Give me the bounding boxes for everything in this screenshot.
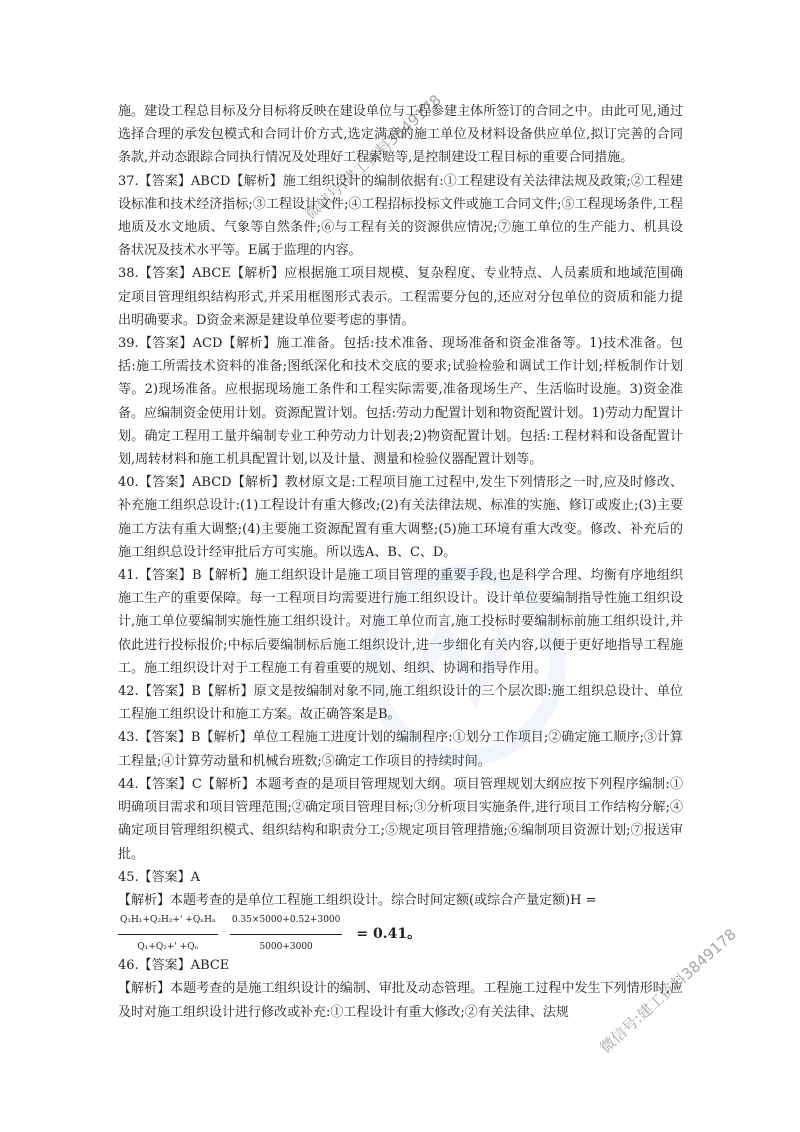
formula-result: = 0.41。 [356, 925, 422, 942]
answer-41: 41.【答案】B【解析】施工组织设计是施工项目管理的重要手段,也是科学合理、均衡有序地组织施工生产的重要保障。每一工程项目均需要进行施工组织设计。设计单位要编制指导性施工组织设计,施工单位要编制实施性施工组织设计。对施工单位而言,施工投标时要编制标前施工组织设计,并依此进行投标报价;中标后要编制标后施工组织设计,进一步细化有关内容,以便于更好地指导工程施工。施工组织设计对于工程施工有着重要的规划、组织、协调和指导作用。 [118, 568, 683, 676]
answer-43: 43.【答案】B【解析】单位工程施工进度计划的编制程序:①划分工作项目;②确定施工顺序;③计算工程量;④计算劳动量和机械台班数;⑤确定工作项目的持续时间。 [118, 730, 683, 769]
formula [118, 914, 683, 954]
answer-40: 40.【答案】ABCD【解析】教材原文是:工程项目施工过程中,发生下列情形之一时,应及时修改、补充施工组织总设计:(1)工程设计有重大修改;(2)有关法律法规、标准的实施、修订或废止;(3)主要施工方法有重大调整;(4)主要施工资源配置有重大调整;(5)施工环境有重大改变。修改、补充后的施工组织总设计经审批后方可实施。所以选A、B、C、D。 [118, 475, 683, 560]
fraction-values-numerator: 0.35×5000+0.52+3000 [230, 909, 343, 934]
background-logo-watermark [360, 560, 570, 770]
answer-45-analysis: 【解析】本题考查的是单位工程施工组织设计。综合时间定额(或综合产量定额)H = [118, 892, 597, 908]
answer-46-analysis: 【解析】本题考查的是施工组织设计的编制、审批及动态管理。工程施工过程中发生下列情形时,应及时对施工组织设计进行修改或补充:①工程设计有重大修改;②有关法律、法规 [118, 981, 683, 1020]
answer-42: 42.【答案】B【解析】原文是按编制对象不同,施工组织设计的三个层次即:施工组织总设计、单位工程施工组织设计和施工方案。故正确答案是B。 [118, 684, 683, 723]
answer-37: 37.【答案】ABCD【解析】施工组织设计的编制依据有:①工程建设有关法律法规及政策;②工程建设标准和技术经济指标;③工程设计文件;④工程招标投标文件或施工合同文件;⑤工程现场条件,工程地质及水文地质、气象等自然条件;⑥与工程有关的资源供应情况;⑦施工单位的生产能力、机具设备状况及技术水平等。E属于监理的内容。 [118, 173, 683, 259]
fraction-general-numerator: Q₁H₁+Q₂H₂+' +QₙHₙ [118, 909, 218, 934]
answer-38: 38.【答案】ABCE【解析】应根据施工项目规模、复杂程度、专业特点、人员素质和地域范围确定项目管理组织结构形式,并采用框图形式表示。工程需要分包的,还应对分包单位的资质和能力提出明确要求。D资金来源是建设单位要考虑的事情。 [118, 266, 683, 328]
fraction-values [230, 909, 343, 958]
fraction-general-denominator: Q₁+Q₂+' +Qₙ [137, 941, 199, 952]
fraction-values-denominator: 5000+3000 [259, 941, 313, 952]
paragraph-intro: 施。建设工程总目标及分目标将反映在建设单位与工程参建主体所签订的合同之中。由此可见,通过选择合理的承发包模式和合同计价方式,选定满意的施工单位及材料设备供应单位,拟订完善的合同条款,并动态跟踪合同执行情况及处理好工程索赔等,是控制建设工程目标的重要合同措施。 [118, 104, 683, 166]
watermark-bottom: 微信号:建工资料3849178 [596, 925, 740, 1057]
watermark-top: 微信号:建工资料3849178 [301, 91, 445, 223]
answer-45-label: 45.【答案】A [118, 869, 201, 885]
answer-46-label: 46.【答案】ABCE [118, 958, 230, 974]
answer-39: 39.【答案】ACD【解析】施工准备。包括:技术准备、现场准备和资金准备等。1)技术准备。包括:施工所需技术资料的准备;图纸深化和技术交底的要求;试验检验和调试工作计划;样板制作计划等。2)现场准备。应根据现场施工条件和工程实际需要,准备现场生产、生活临时设施。3)资金准备。应编制资金使用计划。资源配置计划。包括:劳动力配置计划和物资配置计划。1)劳动力配置计划。确定工程用工量并编制专业工种劳动力计划表;2)物资配置计划。包括:工程材料和设备配置计划,周转材料和施工机具配置计划,以及计量、测量和检验仪器配置计划等。 [118, 336, 683, 468]
fraction-general [118, 909, 218, 958]
answer-44: 44.【答案】C【解析】本题考查的是项目管理规划大纲。项目管理规划大纲应按下列程序编制:①明确项目需求和项目管理范围;②确定项目管理目标;③分析项目实施条件,进行项目工作结构分解;④确定项目管理组织模式、组织结构和职责分工;⑤规定项目管理措施;⑥编制项目资源计划;⑦报送审批。 [118, 776, 683, 862]
